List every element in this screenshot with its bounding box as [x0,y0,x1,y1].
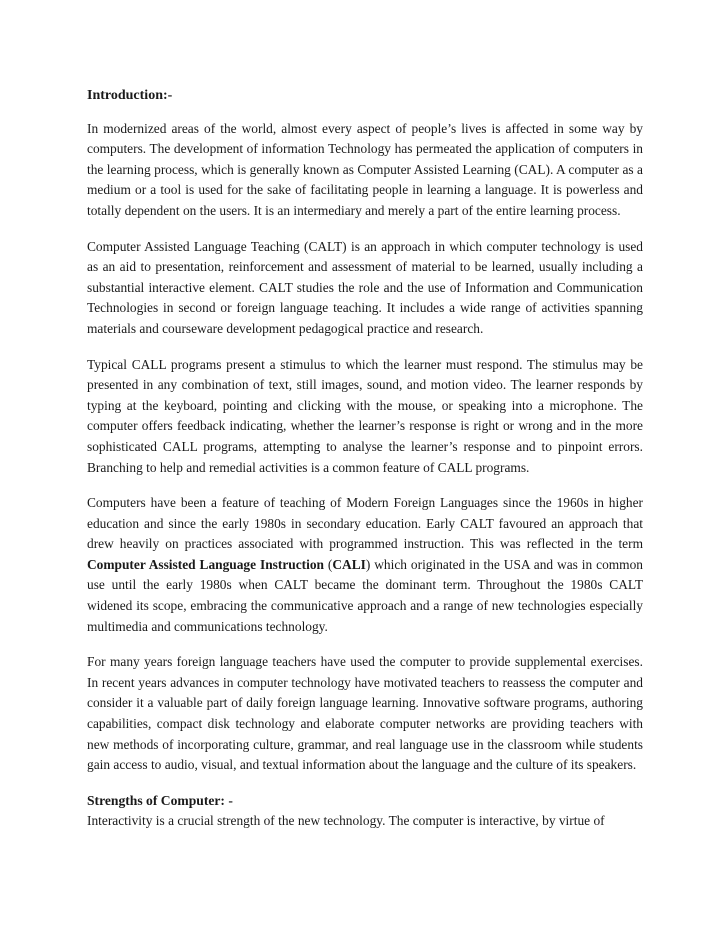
introduction-heading: Introduction:- [87,88,173,103]
document-page [87,86,643,832]
history-text-part-1: Computers have been a feature of teaching of Modern Foreign Languages since the 1960s in higher education and since the early 1980s in secondary education. Early CALT favoured an approach that drew heavily on practices associated with programmed instruction. This was reflected in the term [87,495,643,552]
paragraph-history-of-calt [87,493,643,637]
paragraph-interactivity: Interactivity is a crucial strength of the new technology. The computer is interactive, by virtue of [87,813,605,829]
strengths-heading: Strengths of Computer: - [87,792,233,808]
history-text-part-2: ) which originated in the USA and was in common use until the early 1980s when CALT became the dominant term. Throughout the 1980s CALT widened its scope, embracing the communicative approach and a range of new technologies especially multimedia and communications technology. [87,556,643,634]
cali-term: Computer Assisted Language Instruction [87,556,324,572]
cali-abbreviation: CALI [332,556,366,572]
paragraph-typical-call-programs: Typical CALL programs present a stimulus to which the learner must respond. The stimulus may be presented in any combination of text, still images, sound, and motion video. The learner responds by typing at the keyboard, pointing and clicking with the mouse, or speaking into a microphone. The computer offers feedback indicating, whether the learner’s response is right or wrong and in the more sophisticated CALL programs, attempting to analyse the learner’s response and to pinpoint errors. Branching to help and remedial activities is a common feature of CALL programs. [87,356,643,475]
paragraph-supplemental-exercises: For many years foreign language teachers have used the computer to provide supplemental exercises. In recent years advances in computer technology have motivated teachers to reassess the computer and consider it a valuable part of daily foreign language learning. Innovative software programs, authoring capabilities, compact disk technology and elaborate computer networks are providing teachers with new methods of incorporating culture, grammar, and real language use in the classroom while students gain access to audio, visual, and textual information about the language and the culture of its speakers. [87,654,643,773]
paragraph-computers-in-learning: In modernized areas of the world, almost every aspect of people’s lives is affected in some way by computers. The development of information Technology has permeated the application of computers in the learning process, which is generally known as Computer Assisted Learning (CAL). A computer as a medium or a tool is used for the sake of facilitating people in learning a language. It is powerless and totally dependent on the users. It is an intermediary and merely a part of the entire learning process. [87,120,643,218]
paragraph-calt-definition: Computer Assisted Language Teaching (CALT) is an approach in which computer technology is used as an aid to presentation, reinforcement and assessment of material to be learned, usually including a substantial interactive element. CALT studies the role and the use of Information and Communication Technologies in second or foreign language teaching. It includes a wide range of activities spanning materials and courseware development pedagogical practice and research. [87,238,643,336]
paren-open: ( [323,556,333,572]
